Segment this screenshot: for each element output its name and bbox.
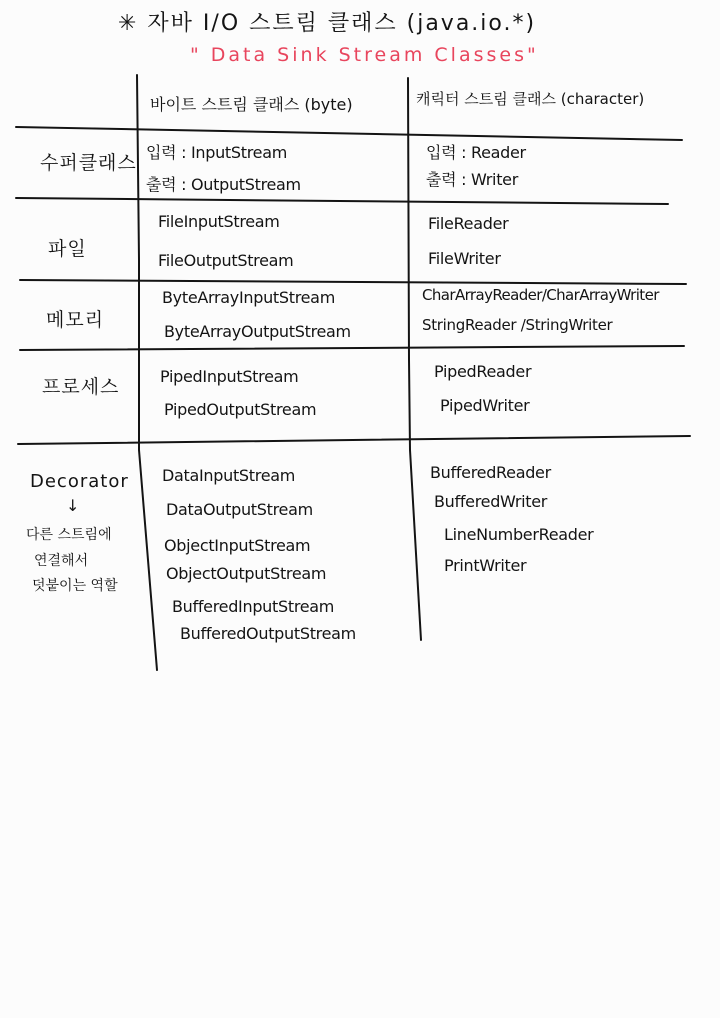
divider-left-column [137, 75, 157, 670]
cell-memory-char-input: CharArrayReader/CharArrayWriter [422, 286, 659, 304]
row-label-file: 파일 [48, 238, 87, 260]
cell-memory-byte-input: ByteArrayInputStream [162, 288, 335, 307]
cell-superclass-byte-input: 입력 : InputStream [146, 143, 287, 162]
cell-decorator-byte: BufferedInputStream [172, 597, 335, 616]
cell-process-byte-output: PipedOutputStream [164, 400, 317, 419]
cell-file-char-input: FileReader [428, 214, 509, 233]
cell-decorator-byte: DataInputStream [162, 466, 296, 485]
cell-decorator-char: BufferedReader [430, 463, 551, 482]
cell-decorator-char: BufferedWriter [434, 492, 548, 511]
cell-superclass-char-output: 출력 : Writer [426, 170, 518, 189]
row-label-memory: 메모리 [46, 309, 105, 331]
cell-decorator-char: LineNumberReader [444, 525, 594, 544]
page-subtitle: " Data Sink Stream Classes" [190, 44, 539, 66]
cell-decorator-char: PrintWriter [444, 556, 527, 575]
row-label-process: 프로세스 [42, 376, 120, 398]
page-title: ✳ 자바 I/O 스트림 클래스 (java.io.*) [118, 11, 537, 36]
cell-memory-byte-output: ByteArrayOutputStream [164, 322, 351, 341]
cell-superclass-char-input: 입력 : Reader [426, 143, 526, 162]
row-label-superclass: 수퍼클래스 [40, 152, 137, 174]
cell-file-byte-output: FileOutputStream [158, 251, 294, 270]
decorator-arrow-icon: ↓ [66, 496, 80, 515]
cell-process-byte-input: PipedInputStream [160, 367, 299, 386]
rule-superclass [16, 198, 668, 204]
cell-decorator-byte: ObjectOutputStream [166, 564, 327, 583]
cell-process-char-output: PipedWriter [440, 396, 530, 415]
cell-file-byte-input: FileInputStream [158, 212, 280, 231]
divider-right-column [408, 78, 421, 640]
rule-header [16, 127, 682, 140]
cell-decorator-byte: BufferedOutputStream [180, 624, 356, 643]
rule-file [20, 280, 686, 284]
cell-superclass-byte-output: 출력 : OutputStream [146, 175, 301, 194]
rule-process [18, 436, 690, 444]
cell-decorator-byte: DataOutputStream [166, 500, 313, 519]
decorator-note-line: 연결해서 [34, 553, 89, 569]
row-label-decorator: Decorator [30, 471, 129, 492]
rule-memory [20, 346, 684, 350]
decorator-note-line: 덧붙이는 역할 [32, 578, 118, 594]
column-header-character: 캐릭터 스트림 클래스 (character) [416, 90, 645, 108]
cell-decorator-byte: ObjectInputStream [164, 536, 311, 555]
cell-memory-char-output: StringReader /StringWriter [422, 316, 613, 334]
cell-file-char-output: FileWriter [428, 249, 501, 268]
column-header-byte: 바이트 스트림 클래스 (byte) [150, 95, 353, 114]
cell-process-char-input: PipedReader [434, 362, 532, 381]
decorator-note-line: 다른 스트림에 [26, 527, 112, 543]
